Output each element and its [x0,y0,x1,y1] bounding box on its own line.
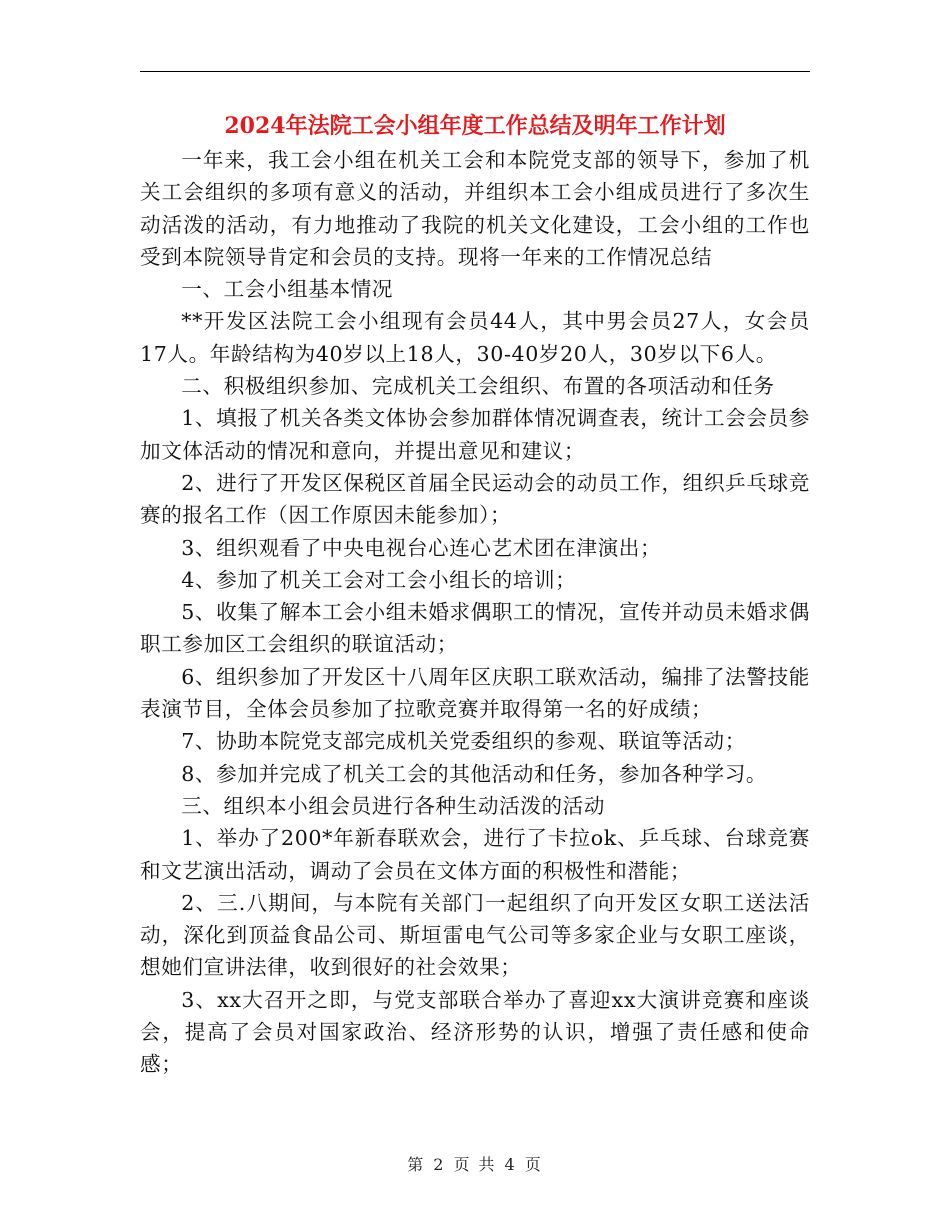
list-item: 8、参加并完成了机关工会的其他活动和任务，参加各种学习。 [181,761,768,786]
footer-suffix: 页 [524,1155,543,1174]
list-item: 1、填报了机关各类文体协会参加群体情况调查表，统计工会会员参加文体活动的情况和意向，并提出意见和建议； [140,406,810,463]
list-item: 1、举办了200*年新春联欢会，进行了卡拉ok、乒乓球、台球竞赛和文艺演出活动，调动了会员在文体方面的积极性和潜能； [140,826,810,883]
footer-total-pages: 4 [504,1155,517,1174]
list-item: 3、组织观看了中央电视台心连心艺术团在津演出； [181,535,662,560]
list-item: 6、组织参加了开发区十八周年区庆职工联欢活动，编排了法警技能表演节目，全体会员参加了拉歌竞赛并取得第一名的好成绩； [140,664,810,722]
list-item: 4、参加了机关工会对工会小组长的培训； [181,567,577,592]
document-body [140,144,810,1081]
footer-prefix: 第 [407,1155,426,1174]
list-item: 2、进行了开发区保税区首届全民运动会的动员工作，组织乒乓球竞赛的报名工作（因工作原因未能参加）； [140,470,810,528]
list-item: 3、xx大召开之即，与党支部联合举办了喜迎xx大演讲竞赛和座谈会，提高了会员对国家政治、经济形势的认识，增强了责任感和使命感； [140,987,810,1077]
list-item: 5、收集了解本工会小组未婚求偶职工的情况，宣传并动员未婚求偶职工参加区工会组织的联谊活动； [140,600,810,657]
document-title: 2024年法院工会小组年度工作总结及明年工作计划 [224,113,726,139]
footer-page-number: 2 [433,1155,446,1174]
header-rule [140,71,810,72]
list-item: 7、协助本院党支部完成机关党委组织的参观、联谊等活动； [181,729,746,754]
section-heading-3: 三、组织本小组会员进行各种生动活泼的活动 [181,793,606,818]
list-item: 2、三.八期间，与本院有关部门一起组织了向开发区女职工送法活动，深化到顶益食品公司、斯垣雷电气公司等多家企业与女职工座谈，想她们宣讲法律，收到很好的社会效果； [140,890,810,980]
paragraph-intro: 一年来，我工会小组在机关工会和本院党支部的领导下，参加了机关工会组织的多项有意义的活动，并组织本工会小组成员进行了多次生动活泼的活动，有力地推动了我院的机关文化建设，工会小组的工作也受到本院领导肯定和会员的支持。现将一年来的工作情况总结 [140,148,810,269]
paragraph-membership: **开发区法院工会小组现有会员44人，其中男会员27人，女会员17人。年龄结构为40岁以上18人，30-40岁20人，30岁以下6人。 [140,309,810,366]
section-heading-2: 二、积极组织参加、完成机关工会组织、布置的各项活动和任务 [181,374,775,399]
section-heading-1: 一、工会小组基本情况 [181,277,394,302]
footer-middle: 页 共 [453,1155,497,1174]
page-footer [0,1152,950,1175]
